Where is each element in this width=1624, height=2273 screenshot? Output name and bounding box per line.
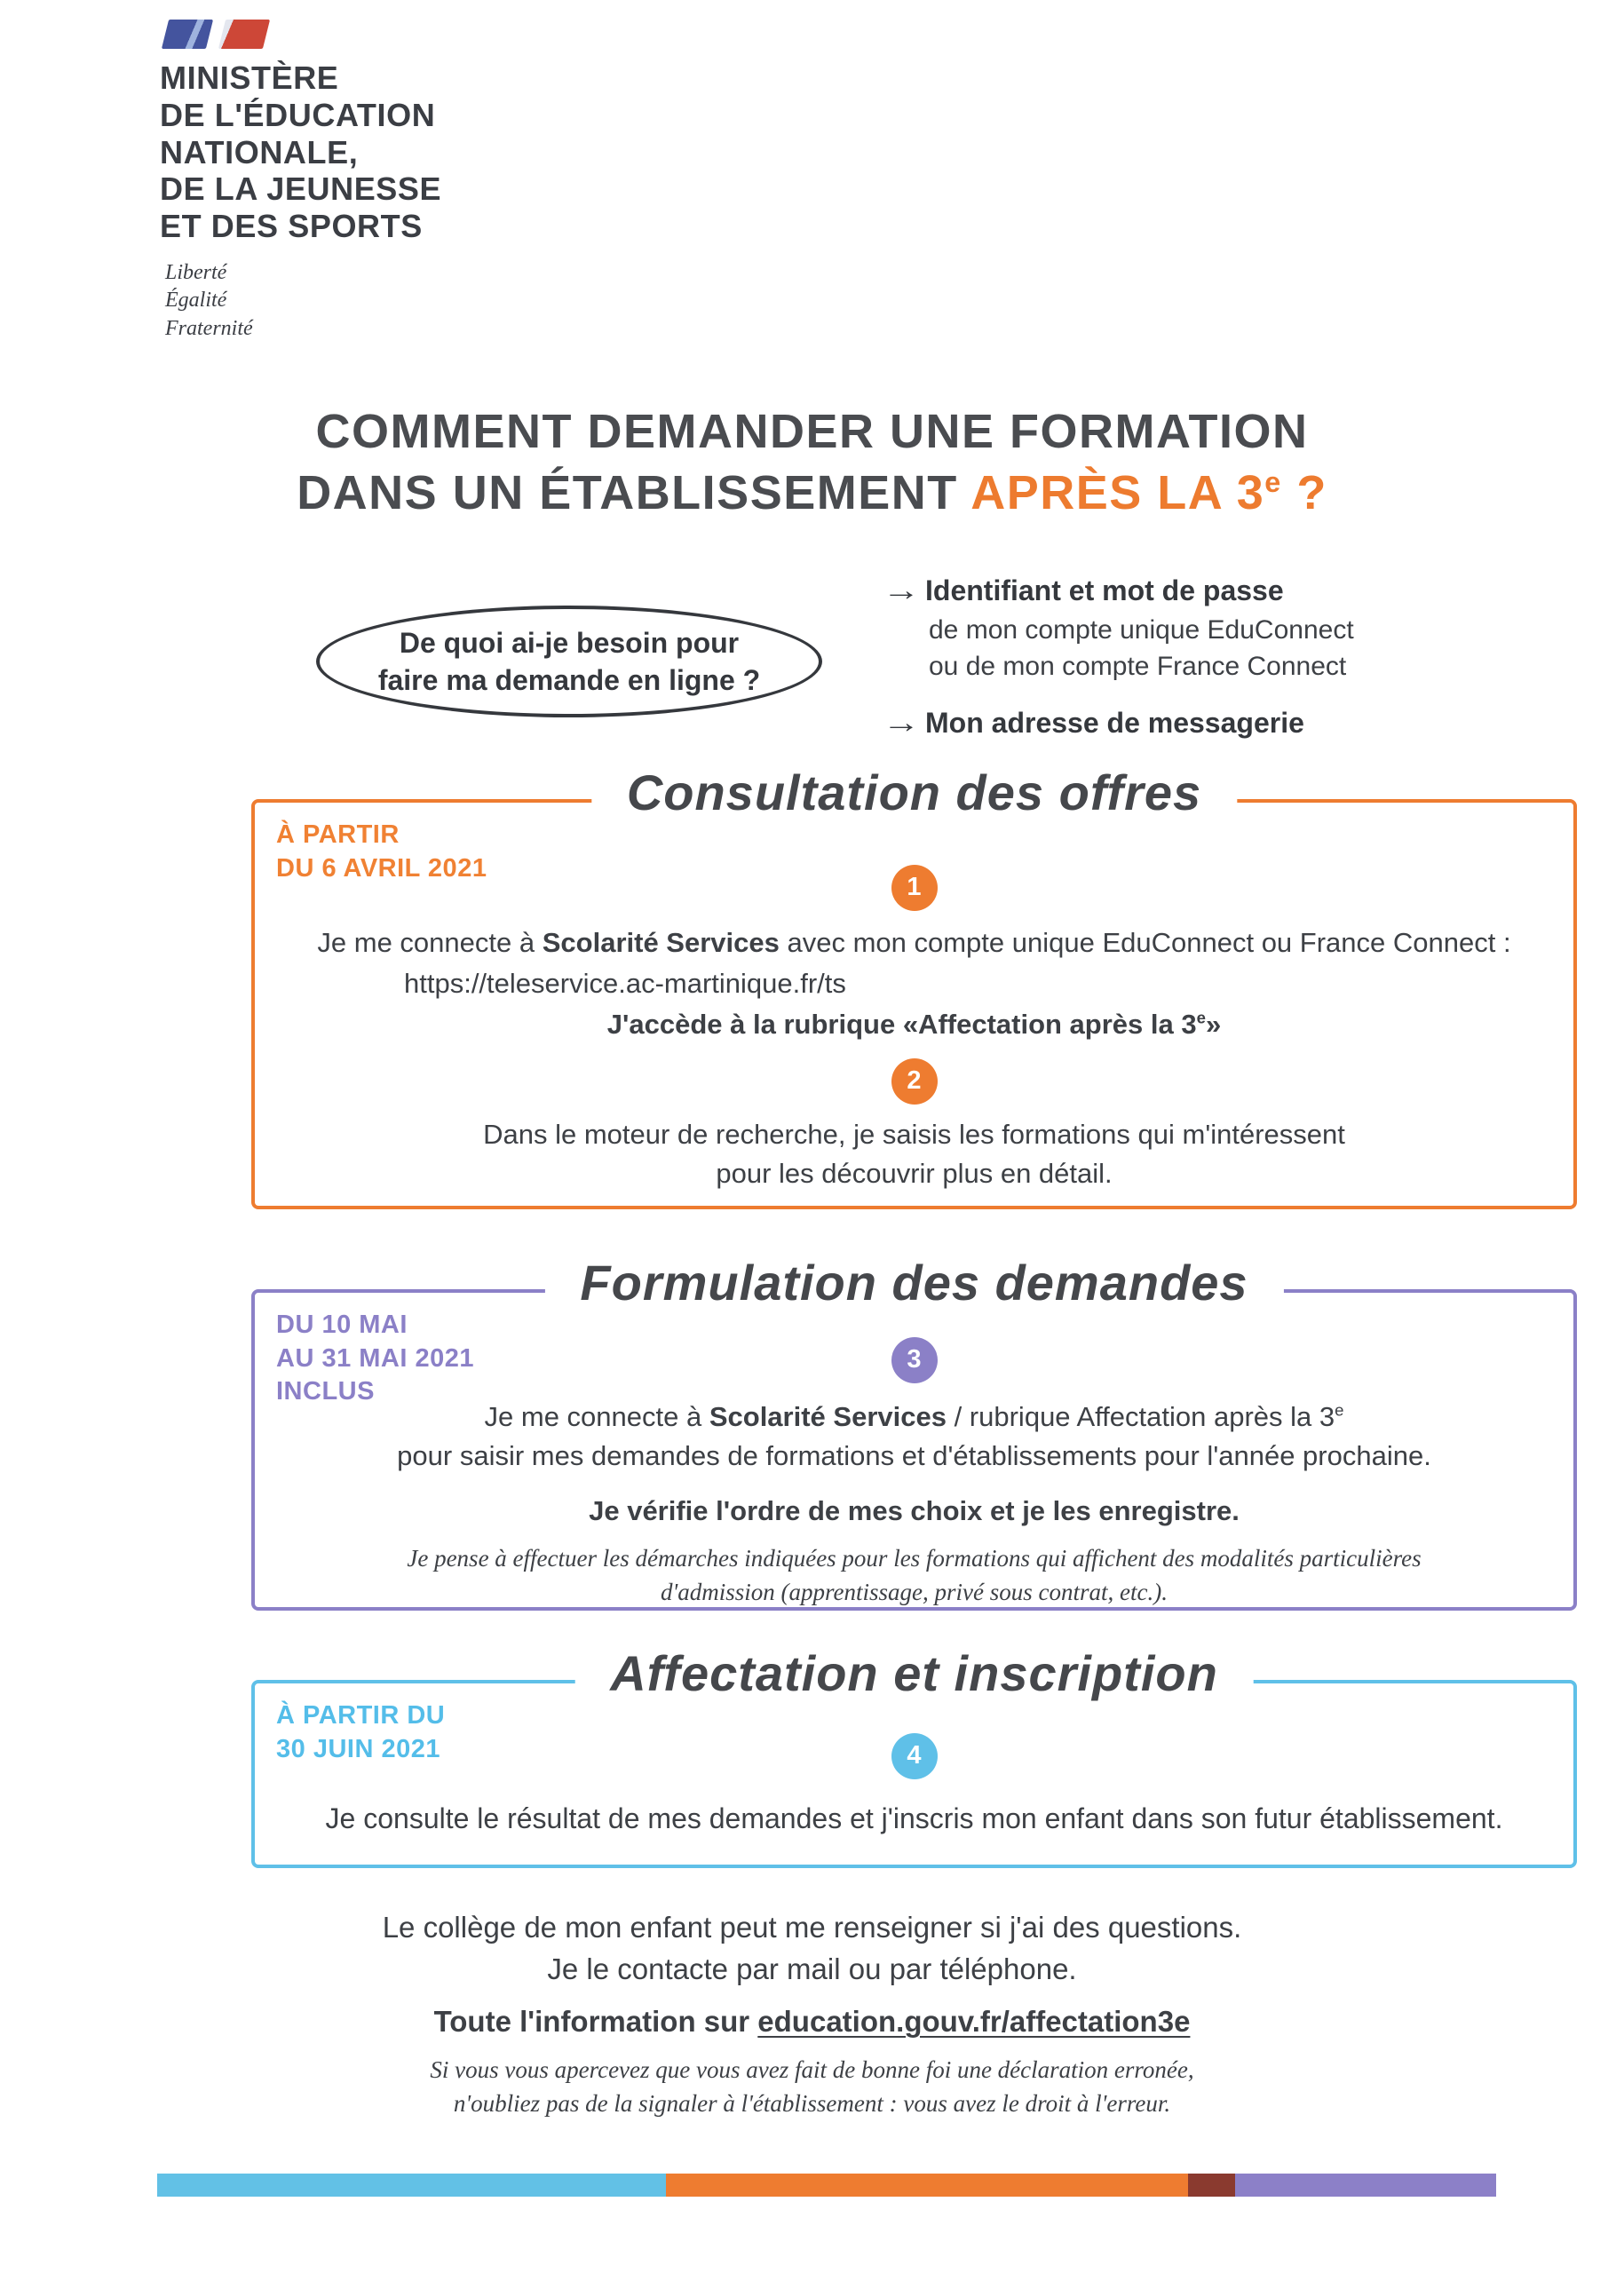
bubble-line1: De quoi ai-je besoin pour bbox=[399, 626, 740, 659]
verify-choices-text: Je vérifie l'ordre de mes choix et je les enregistre. bbox=[589, 1495, 1240, 1527]
motto-line: Égalité bbox=[165, 289, 227, 313]
stripe-maroon-segment bbox=[1188, 2174, 1235, 2197]
flag-red-icon bbox=[218, 20, 270, 49]
section-title: Consultation des offres bbox=[591, 764, 1237, 821]
footer bbox=[0, 1907, 1624, 2120]
bubble-line2: faire ma demande en ligne ? bbox=[377, 664, 761, 696]
page-title-line1: COMMENT DEMANDER UNE FORMATION bbox=[315, 405, 1309, 458]
need-description: de mon compte unique EduConnect ou de mon compte France Connect bbox=[929, 615, 1354, 681]
ministry-line: ET DES SPORTS bbox=[160, 208, 423, 244]
step-3-badge: 3 bbox=[891, 1337, 938, 1383]
error-right-note: Si vous vous apercevez que vous avez fait de bonne foi une déclaration erronée, n'oubliez pas de la signaler à l'établissement : vous avez le droit à l'erreur. bbox=[430, 2055, 1194, 2118]
title-dark-part: DANS UN ÉTABLISSEMENT bbox=[297, 466, 971, 520]
step-1-text: Je me connecte à Scolarité Services avec mon compte unique EduConnect ou France Connect : bbox=[317, 927, 1511, 958]
french-flag-logo bbox=[165, 20, 441, 49]
ministry-line: NATIONALE, bbox=[160, 133, 359, 170]
ministry-header bbox=[160, 20, 441, 344]
ministry-name bbox=[160, 59, 441, 245]
section-title: Formulation des demandes bbox=[544, 1254, 1283, 1311]
need-item-email bbox=[882, 706, 1472, 741]
step-1-badge: 1 bbox=[891, 865, 938, 911]
motto-line: Liberté bbox=[165, 260, 227, 284]
section-date: À PARTIR DU 30 JUIN 2021 bbox=[276, 1701, 446, 1763]
section-title: Affectation et inscription bbox=[574, 1644, 1254, 1702]
needs-list bbox=[882, 574, 1472, 741]
page-title bbox=[0, 401, 1624, 524]
question-bubble bbox=[316, 606, 822, 717]
contact-text: Le collège de mon enfant peut me renseigner si j'ai des questions. Je le contacte par mail ou par téléphone. bbox=[382, 1911, 1242, 1985]
need-title: Mon adresse de messagerie bbox=[925, 707, 1304, 739]
stripe-blue-segment bbox=[157, 2174, 666, 2197]
education-gouv-link[interactable]: education.gouv.fr/affectation3e bbox=[757, 2004, 1191, 2038]
arrow-right-icon: → bbox=[882, 706, 921, 740]
step-2-text: Dans le moteur de recherche, je saisis les formations qui m'intéressent pour les découvrir plus en détail. bbox=[483, 1119, 1345, 1190]
rubrique-text: J'accède à la rubrique «Affectation après la 3e» bbox=[606, 1008, 1222, 1041]
step-3-text: Je me connecte à Scolarité Services / rubrique Affectation après la 3e pour saisir mes demandes de formations et d'établissements pour l'année prochaine. bbox=[397, 1400, 1431, 1472]
color-stripe bbox=[157, 2174, 1496, 2197]
flag-blue-icon bbox=[162, 20, 213, 49]
section-formulation bbox=[251, 1255, 1577, 1611]
motto-line: Fraternité bbox=[165, 317, 253, 341]
admission-note: Je pense à effectuer les démarches indiquées pour les formations qui affichent des modalités particulières d'admission (apprentissage, privé sous contrat, etc.). bbox=[407, 1545, 1422, 1606]
teleservice-url[interactable]: https://teleservice.ac-martinique.fr/ts bbox=[404, 968, 846, 1000]
page-title-line2 bbox=[0, 463, 1624, 524]
section-date: DU 10 MAI AU 31 MAI 2021 INCLUS bbox=[276, 1311, 474, 1406]
need-item-credentials bbox=[882, 574, 1472, 685]
section-date: À PARTIR DU 6 AVRIL 2021 bbox=[276, 820, 487, 883]
ministry-line: DE LA JEUNESSE bbox=[160, 170, 442, 208]
stripe-purple-segment bbox=[1235, 2174, 1496, 2197]
stripe-orange-segment bbox=[666, 2174, 1188, 2197]
arrow-right-icon: → bbox=[882, 574, 921, 607]
ministry-line: DE L'ÉDUCATION bbox=[160, 96, 436, 133]
title-highlight: APRÈS LA 3e ? bbox=[970, 466, 1327, 520]
step-2-badge: 2 bbox=[891, 1058, 938, 1105]
republic-motto bbox=[165, 259, 441, 344]
section-affectation bbox=[251, 1645, 1577, 1868]
need-title: Identifiant et mot de passe bbox=[925, 574, 1284, 606]
step-4-text: Je consulte le résultat de mes demandes et j'inscris mon enfant dans son futur établissement. bbox=[325, 1802, 1503, 1834]
section-consultation bbox=[251, 764, 1577, 1209]
info-line: Toute l'information sur education.gouv.fr/affectation3e bbox=[433, 2004, 1191, 2038]
step-4-badge: 4 bbox=[891, 1733, 938, 1779]
ministry-line: MINISTÈRE bbox=[160, 59, 339, 96]
